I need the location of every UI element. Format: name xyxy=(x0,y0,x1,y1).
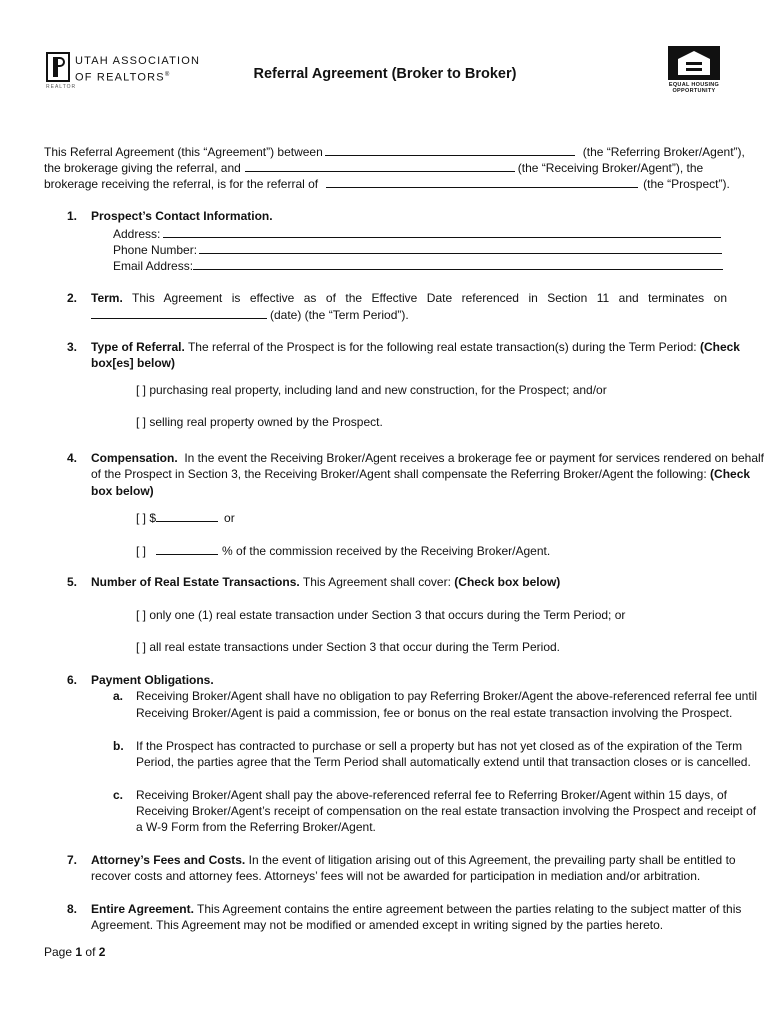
section-6-heading: Payment Obligations. xyxy=(91,673,214,687)
section-7-number: 7. xyxy=(67,853,78,867)
section-4-number: 4. xyxy=(67,451,78,465)
eho-caption-2: OPPORTUNITY xyxy=(672,88,716,94)
clause-c-label: c. xyxy=(113,788,124,802)
referring-broker-field[interactable] xyxy=(325,144,575,156)
section-5-line-1: Number of Real Estate Transactions. This Agreement shall cover: (Check box below) xyxy=(91,575,561,589)
clause-c-line-2: Receiving Broker/Agent’s receipt of compensation on the real estate transaction involving the Prospect and receipt of xyxy=(136,804,757,818)
intro-line-2: the brokerage giving the referral, and (the “Receiving Broker/Agent”), the xyxy=(44,161,704,175)
purchasing-option[interactable]: [ ] purchasing real property, including land and new construction, for the Prospect; and/or xyxy=(136,383,607,397)
section-3-number: 3. xyxy=(67,340,78,354)
phone-field[interactable] xyxy=(199,242,722,254)
flat-fee-option[interactable]: [ ] $ or xyxy=(136,511,235,525)
prospect-field[interactable] xyxy=(326,176,638,188)
single-transaction-option[interactable]: [ ] only one (1) real estate transaction under Section 3 that occurs during the Term Period; or xyxy=(136,608,626,622)
clause-a-label: a. xyxy=(113,689,124,703)
page-title: Referral Agreement (Broker to Broker) xyxy=(253,66,517,82)
email-row: Email Address: xyxy=(113,258,723,274)
clause-a-line-2: Receiving Broker/Agent is paid a commission, fee or bonus on the real estate transaction involving the Prospect. xyxy=(136,706,733,720)
flat-fee-field[interactable] xyxy=(156,510,218,522)
section-4-line-3: box below) xyxy=(91,484,154,498)
intro-line-1: This Referral Agreement (this “Agreement”) between (the “Referring Broker/Agent”), xyxy=(44,145,745,159)
section-7-line-1: Attorney’s Fees and Costs. In the event of litigation arising out of this Agreement, the prevailing party shall be entitled to xyxy=(91,853,736,867)
logo-line-1: UTAH ASSOCIATION xyxy=(75,55,201,67)
section-2-line-2: (date) (the “Term Period”). xyxy=(91,307,409,323)
section-8-number: 8. xyxy=(67,902,78,916)
logo-line-2: OF REALTORS® xyxy=(75,71,171,84)
clause-b-label: b. xyxy=(113,739,124,753)
intro-line-3: brokerage receiving the referral, is for the referral of (the “Prospect”). xyxy=(44,177,730,191)
phone-row: Phone Number: xyxy=(113,242,722,258)
logo-tiny-text: REALTOR xyxy=(46,84,77,90)
house-icon xyxy=(668,46,720,80)
clause-b-line-1: If the Prospect has contracted to purchase or sell a property but has not yet closed as of the expiration of the Term xyxy=(136,739,743,753)
percentage-field[interactable] xyxy=(156,543,218,555)
clause-c-line-3: a W-9 Form from the Referring Broker/Agent. xyxy=(136,820,376,834)
section-1-number: 1. xyxy=(67,209,78,223)
clause-b-line-2: Period, the parties agree that the Term Period shall automatically extend until that transaction closes or is cancelled. xyxy=(136,755,751,769)
section-4-line-1: Compensation. In the event the Receiving Broker/Agent receives a brokerage fee or payment for services rendered on behalf xyxy=(91,451,765,465)
section-4-line-2: of the Prospect in Section 3, the Receiving Broker/Agent shall compensate the Referring Broker/Agent the following: (Check xyxy=(91,467,751,481)
selling-option[interactable]: [ ] selling real property owned by the Prospect. xyxy=(136,415,383,429)
section-2-text: Term. This Agreement is effective as of the Effective Date referenced in Section 11 and terminates on xyxy=(91,291,727,305)
section-8-line-1: Entire Agreement. This Agreement contains the entire agreement between the parties relating to the subject matter of this xyxy=(91,902,742,916)
section-5-number: 5. xyxy=(67,575,78,589)
section-2-number: 2. xyxy=(67,291,78,305)
equal-housing-logo xyxy=(668,46,720,94)
address-field[interactable] xyxy=(163,226,721,238)
section-3-line-2: box[es] below) xyxy=(91,356,176,370)
section-7-line-2: recover costs and attorney fees. Attorneys’ fees will not be awarded for participation in mediation and/or arbitration. xyxy=(91,869,701,883)
eho-caption-1: EQUAL HOUSING xyxy=(668,82,720,88)
percentage-option[interactable]: [ ] % of the commission received by the Receiving Broker/Agent. xyxy=(136,544,551,558)
all-transactions-option[interactable]: [ ] all real estate transactions under Section 3 that occur during the Term Period. xyxy=(136,640,561,654)
term-date-field[interactable] xyxy=(91,307,267,319)
page-number: Page 1 of 2 xyxy=(44,945,106,959)
section-6-number: 6. xyxy=(67,673,78,687)
receiving-broker-field[interactable] xyxy=(245,160,515,172)
section-1-heading: Prospect’s Contact Information. xyxy=(91,209,273,223)
section-2-heading: Term. xyxy=(91,291,123,305)
section-8-line-2: Agreement. This Agreement may not be modified or amended except in writing signed by the parties hereto. xyxy=(91,918,664,932)
clause-a-line-1: Receiving Broker/Agent shall have no obligation to pay Referring Broker/Agent the above-referenced referral fee until xyxy=(136,689,758,703)
address-row: Address: xyxy=(113,226,721,242)
email-field[interactable] xyxy=(193,258,723,270)
section-3-line-1: Type of Referral. The referral of the Prospect is for the following real estate transaction(s) during the Term Period: (Check xyxy=(91,340,740,354)
clause-c-line-1: Receiving Broker/Agent shall pay the above-referenced referral fee to Referring Broker/Agent within 15 days, of xyxy=(136,788,727,802)
